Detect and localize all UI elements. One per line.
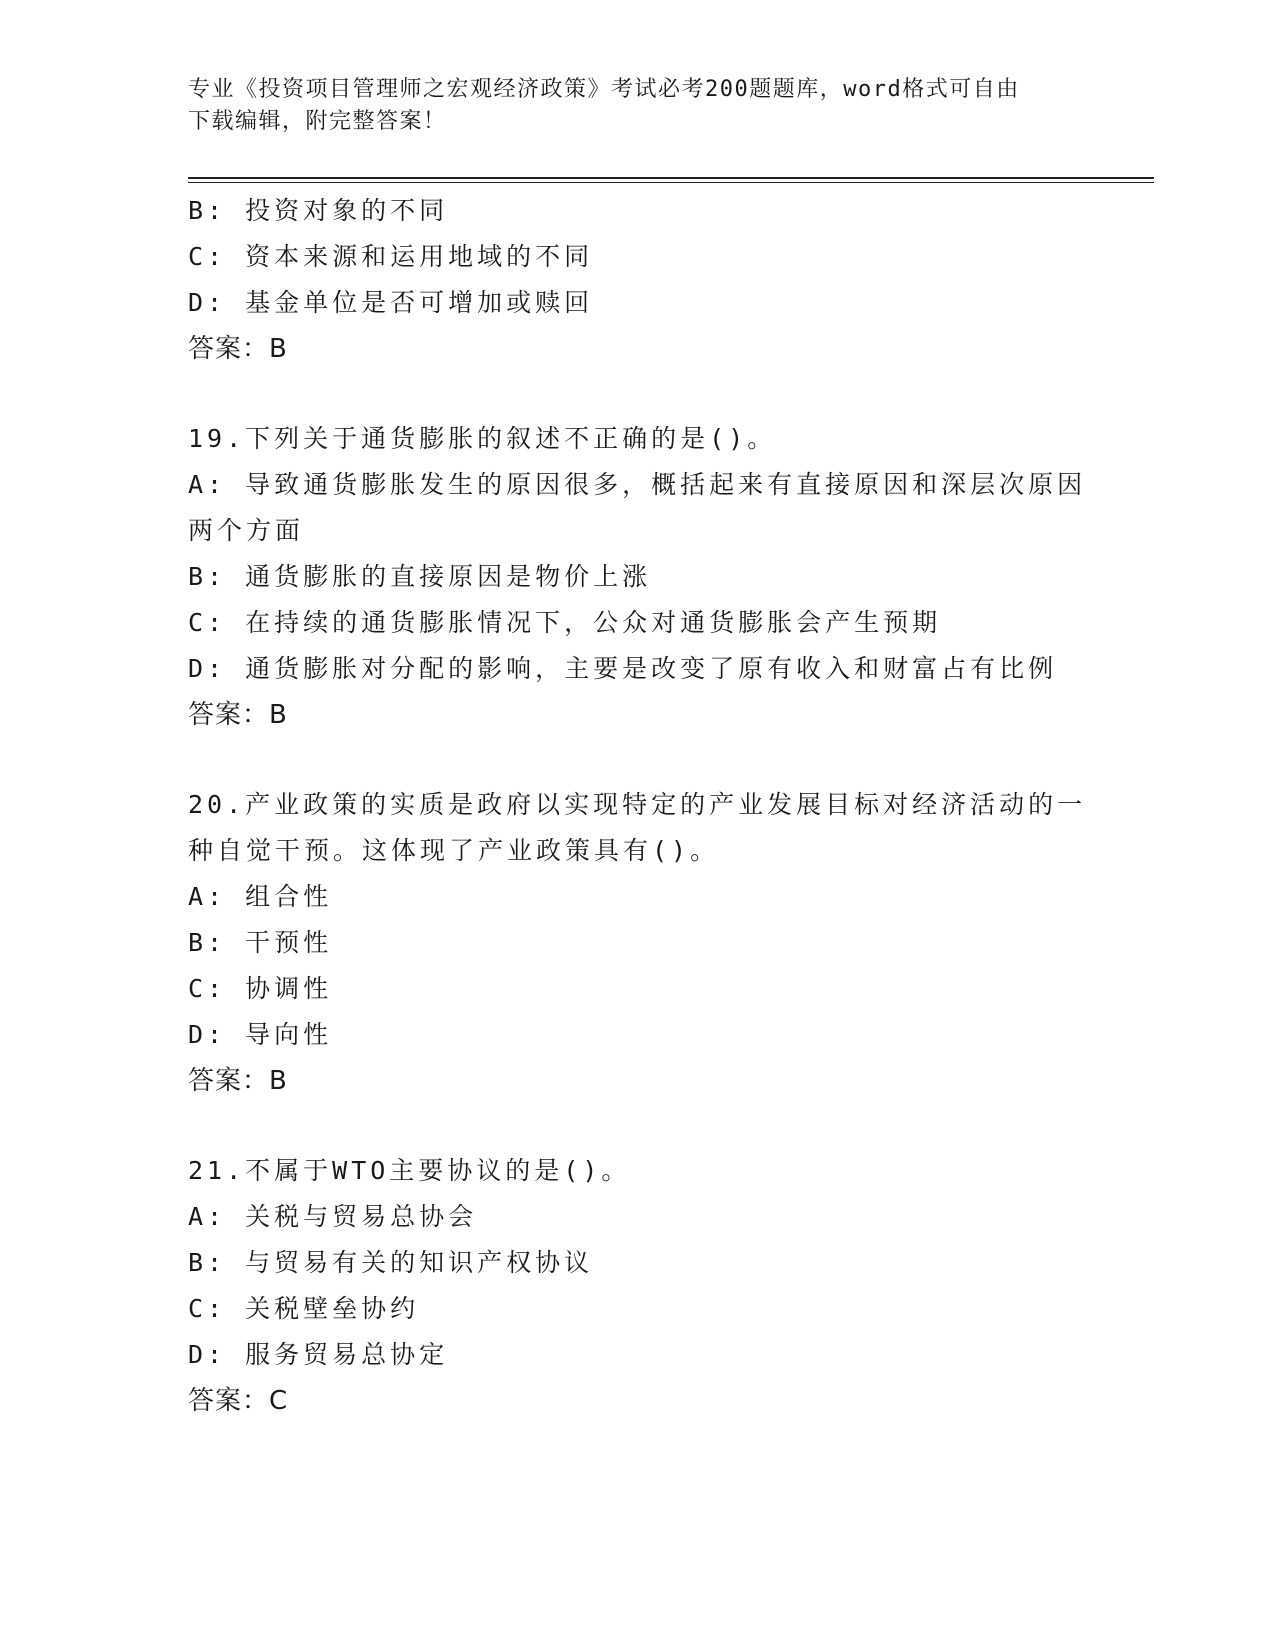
header-rule-thin — [188, 182, 1154, 183]
option-a-line-1: A: 导致通货膨胀发生的原因很多，概括起来有直接原因和深层次原因 — [188, 470, 1087, 499]
answer: 答案：B — [188, 334, 288, 364]
option-c: C: 关税壁垒协约 — [188, 1294, 420, 1323]
answer: 答案：C — [188, 1386, 289, 1416]
document-header — [188, 74, 1088, 138]
option-a: A: 关税与贸易总协会 — [188, 1202, 478, 1231]
option-d: D: 通货膨胀对分配的影响，主要是改变了原有收入和财富占有比例 — [188, 654, 1058, 683]
option-d: D: 服务贸易总协定 — [188, 1340, 449, 1369]
question-stem: 21.不属于WTO主要协议的是()。 — [188, 1156, 631, 1185]
option-b: B: 投资对象的不同 — [188, 196, 449, 225]
spacer — [188, 1104, 1088, 1148]
header-line-2: 下载编辑，附完整答案！ — [188, 109, 447, 134]
question-stem-line-1: 20.产业政策的实质是政府以实现特定的产业发展目标对经济活动的一 — [188, 790, 1087, 819]
option-a: A: 组合性 — [188, 882, 333, 911]
question-stem: 19.下列关于通货膨胀的叙述不正确的是()。 — [188, 424, 777, 453]
question-19 — [188, 416, 1088, 738]
option-b: B: 干预性 — [188, 928, 333, 957]
spacer — [188, 738, 1088, 782]
option-c: C: 在持续的通货膨胀情况下，公众对通货膨胀会产生预期 — [188, 608, 942, 637]
question-stem-line-2: 种自觉干预。这体现了产业政策具有()。 — [188, 836, 720, 865]
option-b: B: 通货膨胀的直接原因是物价上涨 — [188, 562, 652, 591]
option-d: D: 导向性 — [188, 1020, 333, 1049]
question-21 — [188, 1148, 1088, 1424]
header-line-1: 专业《投资项目管理师之宏观经济政策》考试必考200题题库，word格式可自由 — [188, 77, 1020, 102]
spacer — [188, 372, 1088, 416]
option-c: C: 协调性 — [188, 974, 333, 1003]
option-d: D: 基金单位是否可增加或赎回 — [188, 288, 594, 317]
option-a-line-2: 两个方面 — [188, 516, 305, 545]
answer: 答案：B — [188, 1066, 288, 1096]
option-c: C: 资本来源和运用地域的不同 — [188, 242, 594, 271]
question-list — [188, 188, 1088, 1424]
header-rule-thick — [188, 177, 1154, 179]
question-20 — [188, 782, 1088, 1104]
question-18-continued — [188, 188, 1088, 372]
option-b: B: 与贸易有关的知识产权协议 — [188, 1248, 594, 1277]
answer: 答案：B — [188, 700, 288, 730]
